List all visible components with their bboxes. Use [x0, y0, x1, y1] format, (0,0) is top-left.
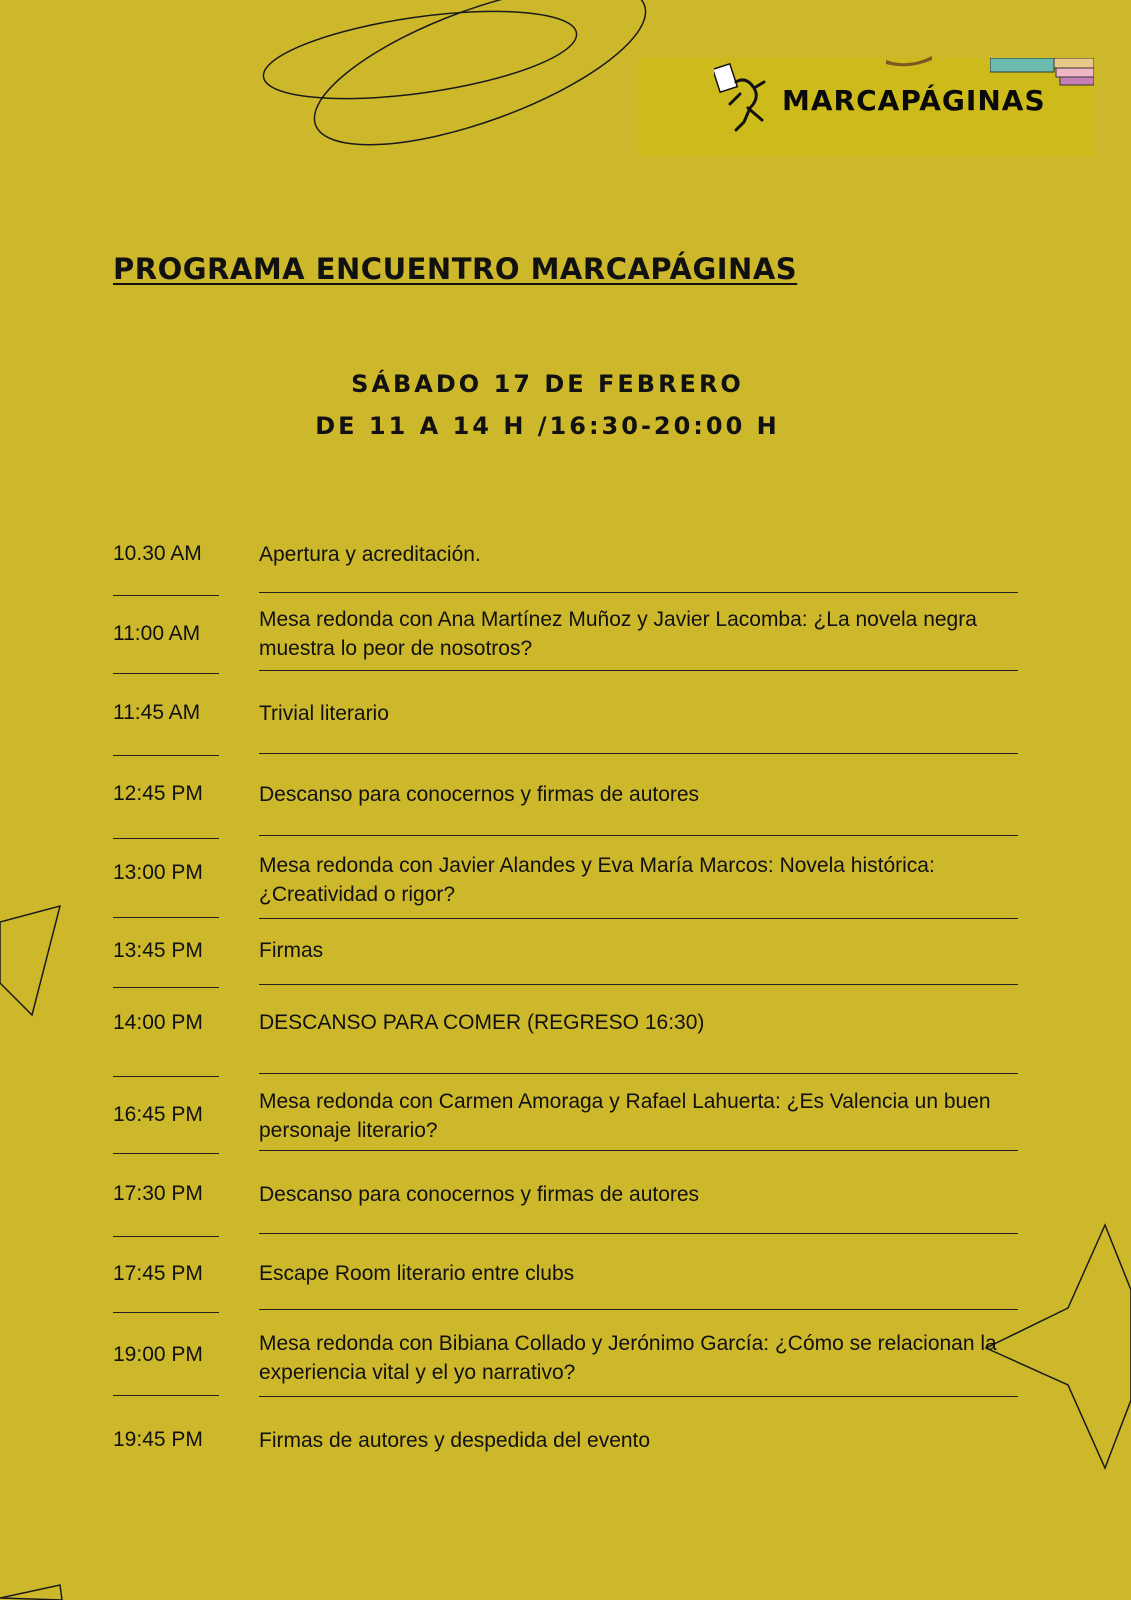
row-divider-left	[113, 755, 219, 756]
row-divider-left	[113, 838, 219, 839]
schedule-description: DESCANSO PARA COMER (REGRESO 16:30)	[259, 1011, 705, 1034]
row-divider-right	[259, 1233, 1018, 1234]
schedule-time: 11:00 AM	[113, 622, 201, 645]
brand-logo-text: MARCAPÁGINAS	[782, 84, 1046, 117]
schedule-time: 16:45 PM	[113, 1103, 203, 1126]
row-divider-right	[259, 670, 1018, 671]
schedule-description: Trivial literario	[259, 702, 389, 725]
row-divider-right	[259, 1309, 1018, 1310]
row-divider-right	[259, 835, 1018, 836]
schedule-description: Mesa redonda con Ana Martínez Muñoz y Javier Lacomba: ¿La novela negra muestra lo peor de nosotros?	[259, 608, 977, 660]
row-divider-left	[113, 1395, 219, 1396]
row-divider-left	[113, 1153, 219, 1154]
row-divider-right	[259, 1396, 1018, 1397]
row-divider-right	[259, 1150, 1018, 1151]
page-title: PROGRAMA ENCUENTRO MARCAPÁGINAS	[113, 252, 798, 286]
brush-icon	[884, 54, 934, 68]
books-icon	[990, 58, 1094, 86]
schedule-description: Apertura y acreditación.	[259, 543, 481, 566]
row-divider-right	[259, 753, 1018, 754]
schedule-time: 13:45 PM	[113, 939, 203, 962]
row-divider-left	[113, 673, 219, 674]
row-divider-left	[113, 917, 219, 918]
row-divider-right	[259, 1073, 1018, 1074]
schedule-time: 12:45 PM	[113, 782, 203, 805]
schedule-time: 11:45 AM	[113, 701, 201, 724]
row-divider-left	[113, 595, 219, 596]
row-divider-left	[113, 1076, 219, 1077]
schedule-description: Descanso para conocernos y firmas de autores	[259, 783, 700, 806]
schedule-time: 13:00 PM	[113, 861, 203, 884]
decor-triangle-left	[0, 906, 60, 1015]
schedule-time: 10.30 AM	[113, 542, 202, 565]
row-divider-left	[113, 1236, 219, 1237]
schedule-time: 17:30 PM	[113, 1182, 203, 1205]
schedule-description: Mesa redonda con Bibiana Collado y Jerónimo García: ¿Cómo se relacionan la experiencia vital y el yo narrativo?	[259, 1332, 997, 1384]
schedule-description: Mesa redonda con Javier Alandes y Eva María Marcos: Novela histórica: ¿Creatividad o rigor?	[259, 854, 935, 906]
row-divider-left	[113, 987, 219, 988]
schedule-description: Firmas de autores y despedida del evento	[259, 1429, 651, 1452]
event-hours: DE 11 A 14 H /16:30-20:00 H	[315, 412, 780, 440]
decor-oval-outer	[296, 0, 663, 177]
schedule-time: 14:00 PM	[113, 1011, 203, 1034]
event-date: SÁBADO 17 DE FEBRERO	[351, 370, 744, 398]
row-divider-right	[259, 918, 1018, 919]
schedule-time: 19:00 PM	[113, 1343, 203, 1366]
row-divider-left	[113, 1312, 219, 1313]
schedule-description: Mesa redonda con Carmen Amoraga y Rafael Lahuerta: ¿Es Valencia un buen personaje literario?	[259, 1090, 991, 1142]
schedule-description: Descanso para conocernos y firmas de autores	[259, 1183, 700, 1206]
schedule-description: Firmas	[259, 939, 324, 962]
decor-triangle-bottom	[0, 1585, 62, 1600]
row-divider-right	[259, 984, 1018, 985]
decor-oval-inner	[258, 0, 582, 115]
reading-figure-icon	[714, 58, 774, 136]
schedule-description: Escape Room literario entre clubs	[259, 1262, 575, 1285]
schedule-time: 19:45 PM	[113, 1428, 203, 1451]
row-divider-right	[259, 592, 1018, 593]
schedule-time: 17:45 PM	[113, 1262, 203, 1285]
